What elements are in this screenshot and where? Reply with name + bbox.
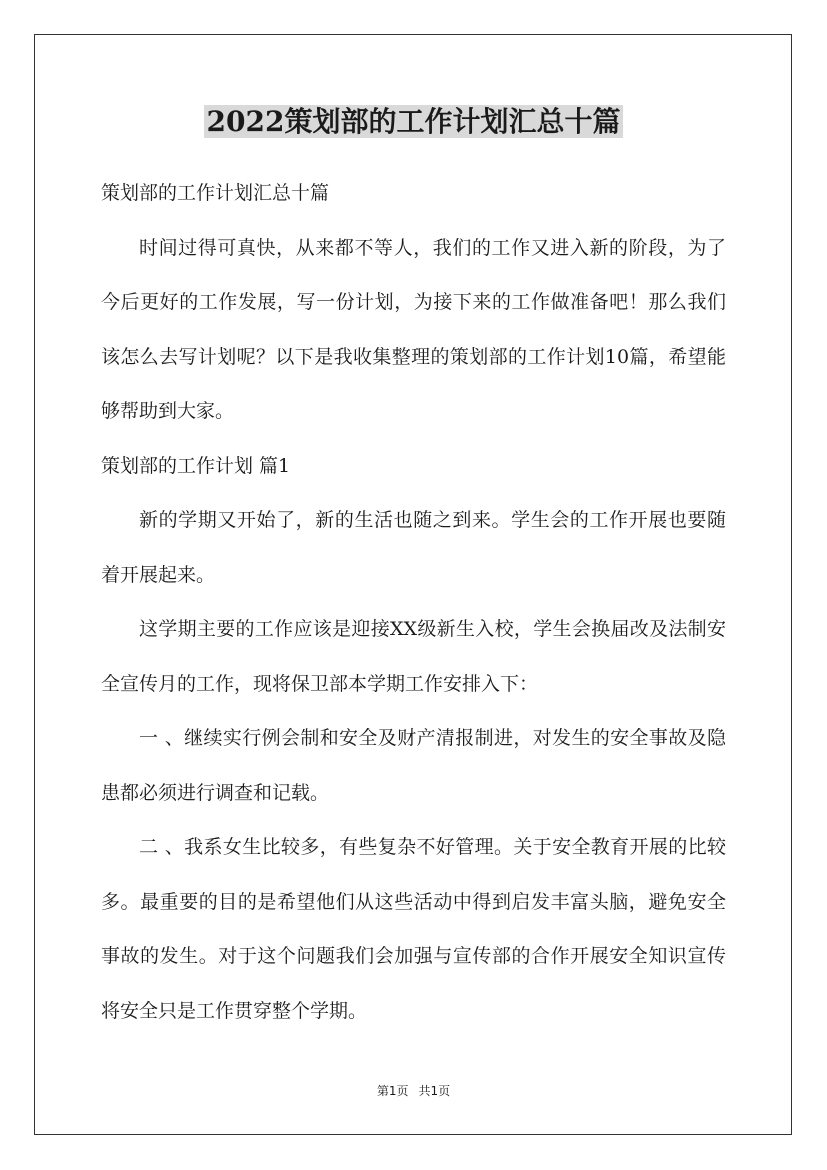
document-title-text: 2022策划部的工作计划汇总十篇 [204,105,624,138]
document-title [0,100,827,144]
subtitle-paragraph: 策划部的工作计划汇总十篇 [101,182,330,204]
intro-paragraph: 时间过得可真快，从来都不等人，我们的工作又进入新的阶段，为了今后更好的工作发展，写一份计划，为接下来的工作做准备吧！那么我们该怎么去写计划呢？以下是我收集整理的策划部的工作计划10篇，希望能够帮助到大家。 [101,236,726,422]
page-footer [0,1083,827,1099]
list-item-paragraph: 一 、继续实行例会制和安全及财产清报制进，对发生的安全事故及隐患都必须进行调查和记载。 [101,727,726,804]
list-item-paragraph: 二 、我系女生比较多，有些复杂不好管理。关于安全教育开展的比较多。最重要的目的是希望他们从这些活动中得到启发丰富头脑，避免安全事故的发生。对于这个问题我们会加强与宣传部的合作开展安全知识宣传将安全只是工作贯穿整个学期。 [101,836,726,1022]
body-paragraph: 这学期主要的工作应该是迎接XX级新生入校，学生会换届改及法制安全宣传月的工作，现将保卫部本学期工作安排入下： [101,618,726,695]
document-body [101,166,726,1038]
section-heading: 策划部的工作计划 篇1 [101,454,291,477]
body-paragraph: 新的学期又开始了，新的生活也随之到来。学生会的工作开展也要随着开展起来。 [101,509,726,586]
page-total: 共1页 [418,1084,451,1098]
page-number: 第1页 [376,1084,409,1098]
